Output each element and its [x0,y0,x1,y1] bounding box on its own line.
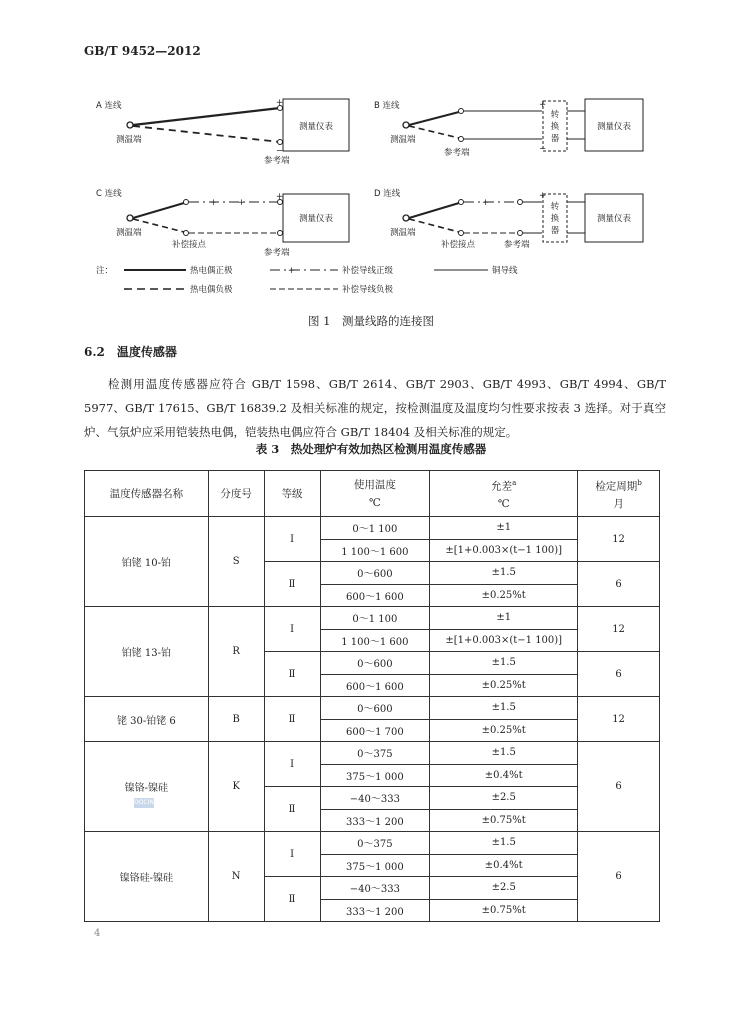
grade: Ⅱ [264,562,320,607]
tolerance: ±1 [430,607,578,630]
figure-caption: 图 1 测量线路的连接图 [308,314,434,328]
tolerance: ±[1+0.003×(t−1 100)] [430,629,578,652]
panel-a-sensor: 测温端 [116,135,142,145]
header-code: 分度号 [208,471,264,517]
period: 6 [578,562,660,607]
legend-copper: 铜导线 [492,266,518,276]
panel-d-comp: 补偿接点 [441,240,476,250]
legend-note: 注： [96,266,114,276]
panel-d-label: D 连线 [374,189,401,199]
panel-d-sensor: 测温端 [390,228,416,238]
panel-b-label: B 连线 [374,101,400,111]
svg-text:+: + [238,198,246,208]
period: 12 [578,697,660,742]
range: 375～1 000 [320,764,430,787]
svg-text:换: 换 [550,122,560,132]
svg-text:+: + [482,198,490,208]
panel-c [96,188,349,258]
range: 1 100～1 600 [320,629,430,652]
panel-a-ref: 参考端 [264,156,290,166]
section-heading: 6.2 温度传感器 [84,345,177,359]
period: 12 [578,517,660,562]
svg-text:转: 转 [550,110,560,120]
sensor-code: S [208,517,264,607]
connection-diagram [84,95,644,305]
tolerance: ±0.75%t [430,809,578,832]
panel-a-instrument: 测量仪表 [298,122,334,132]
sensor-name: 镍铬-镍硅 [85,742,209,832]
panel-a [96,98,349,166]
table-caption: 表 3 热处理炉有效加热区检测用温度传感器 [255,442,487,456]
docin-watermark-logo: DOCIN [134,799,154,806]
range: 333～1 200 [320,809,430,832]
svg-text:+: + [288,266,296,276]
table-row [85,832,660,855]
sensor-name: 镍铬硅-镍硅 [85,832,209,922]
table-row [85,517,660,540]
legend-tc-neg: 热电偶负极 [190,285,233,295]
grade: Ⅰ [264,832,320,877]
tolerance: ±1.5 [430,562,578,585]
range: 600～1 600 [320,584,430,607]
period: 6 [578,832,660,922]
svg-text:换: 换 [550,214,560,224]
panel-c-label: C 连线 [96,189,122,199]
panel-a-minus: − [276,146,284,156]
sensor-code: B [208,697,264,742]
range: 0～375 [320,742,430,765]
grade: Ⅰ [264,607,320,652]
panel-d-ref: 参考端 [504,240,530,250]
tolerance: ±1.5 [430,742,578,765]
range: 0～600 [320,697,430,720]
tolerance: ±2.5 [430,877,578,900]
svg-text:器: 器 [550,226,560,236]
header-period: 检定周期$^b$ 月 [578,471,660,517]
grade: Ⅱ [264,787,320,832]
legend-comp-neg: 补偿导线负极 [342,285,394,295]
header-tolerance: 允差$^a$ ℃ [430,471,578,517]
tolerance: ±0.4%t [430,764,578,787]
panel-c-comp: 补偿接点 [172,240,207,250]
range: 0～1 100 [320,517,430,540]
standard-header: GB/T 9452—2012 [84,44,201,58]
tolerance: ±1 [430,517,578,540]
panel-b-plus: + [539,100,547,110]
legend-tc-pos: 热电偶正极 [190,266,233,276]
tolerance: ±1.5 [430,697,578,720]
range: −40～333 [320,877,430,900]
range: 0～600 [320,652,430,675]
panel-c-sensor: 测温端 [116,228,142,238]
tolerance: ±0.4%t [430,854,578,877]
table-row [85,742,660,765]
sensor-code: R [208,607,264,697]
grade: Ⅱ [264,877,320,922]
header-range: 使用温度 ℃ [320,471,430,517]
range: 0～1 100 [320,607,430,630]
period: 6 [578,652,660,697]
svg-text:转: 转 [550,202,560,212]
panel-b-instrument: 测量仪表 [596,122,632,132]
table-row [85,697,660,720]
table-header-row [85,471,660,517]
panel-d-plus: + [539,191,547,201]
range: 375～1 000 [320,854,430,877]
tolerance: ±1.5 [430,832,578,855]
grade: Ⅱ [264,652,320,697]
panel-b-minus: − [539,144,547,154]
grade: Ⅱ [264,697,320,742]
panel-b [374,99,643,158]
sensor-name: 铑 30-铂铑 6 [85,697,209,742]
sensor-table [84,470,660,922]
sensor-name: 铂铑 13-铂 [85,607,209,697]
legend [96,265,518,295]
range: 0～600 [320,562,430,585]
panel-c-instrument: 测量仪表 [298,214,334,224]
range: 600～1 700 [320,719,430,742]
sensor-code: K [208,742,264,832]
panel-b-ref: 参考端 [444,148,470,158]
tolerance: ±0.25%t [430,584,578,607]
panel-a-label: A 连线 [96,101,122,111]
range: −40～333 [320,787,430,810]
table-row [85,607,660,630]
panel-c-plus: + [276,192,284,202]
legend-comp-pos: 补偿导线正级 [342,266,394,276]
header-grade: 等级 [264,471,320,517]
tolerance: ±0.25%t [430,719,578,742]
section-paragraph: 检测用温度传感器应符合 GB/T 1598、GB/T 2614、GB/T 2903、GB/T 4993、GB/T 4994、GB/T 5977、GB/T 17615、GB/T 16839.2 及相关标准的规定，按检测温度及温度均匀性要求按表 3 选择。对于真空炉、气氛炉应采用铠装热电偶，铠装热电偶应符合 GB/T 18404 及相关标准的规定。 [84,377,666,439]
panel-b-sensor: 测温端 [390,135,416,145]
tolerance: ±2.5 [430,787,578,810]
sensor-code: N [208,832,264,922]
panel-c-ref: 参考端 [264,248,290,258]
tolerance: ±0.75%t [430,899,578,922]
range: 333～1 200 [320,899,430,922]
header-name: 温度传感器名称 [85,471,209,517]
page-number: 4 [94,928,101,939]
sensor-name: 铂铑 10-铂 [85,517,209,607]
tolerance: ±0.25%t [430,674,578,697]
grade: Ⅰ [264,742,320,787]
panel-d [374,188,643,250]
period: 6 [578,742,660,832]
tolerance: ±[1+0.003×(t−1 100)] [430,539,578,562]
panel-d-instrument: 测量仪表 [596,214,632,224]
range: 1 100～1 600 [320,539,430,562]
period: 12 [578,607,660,652]
tolerance: ±1.5 [430,652,578,675]
range: 600～1 600 [320,674,430,697]
svg-text:+: + [210,198,218,208]
grade: Ⅰ [264,517,320,562]
svg-text:器: 器 [550,134,560,144]
range: 0～375 [320,832,430,855]
panel-a-plus: + [276,98,284,108]
